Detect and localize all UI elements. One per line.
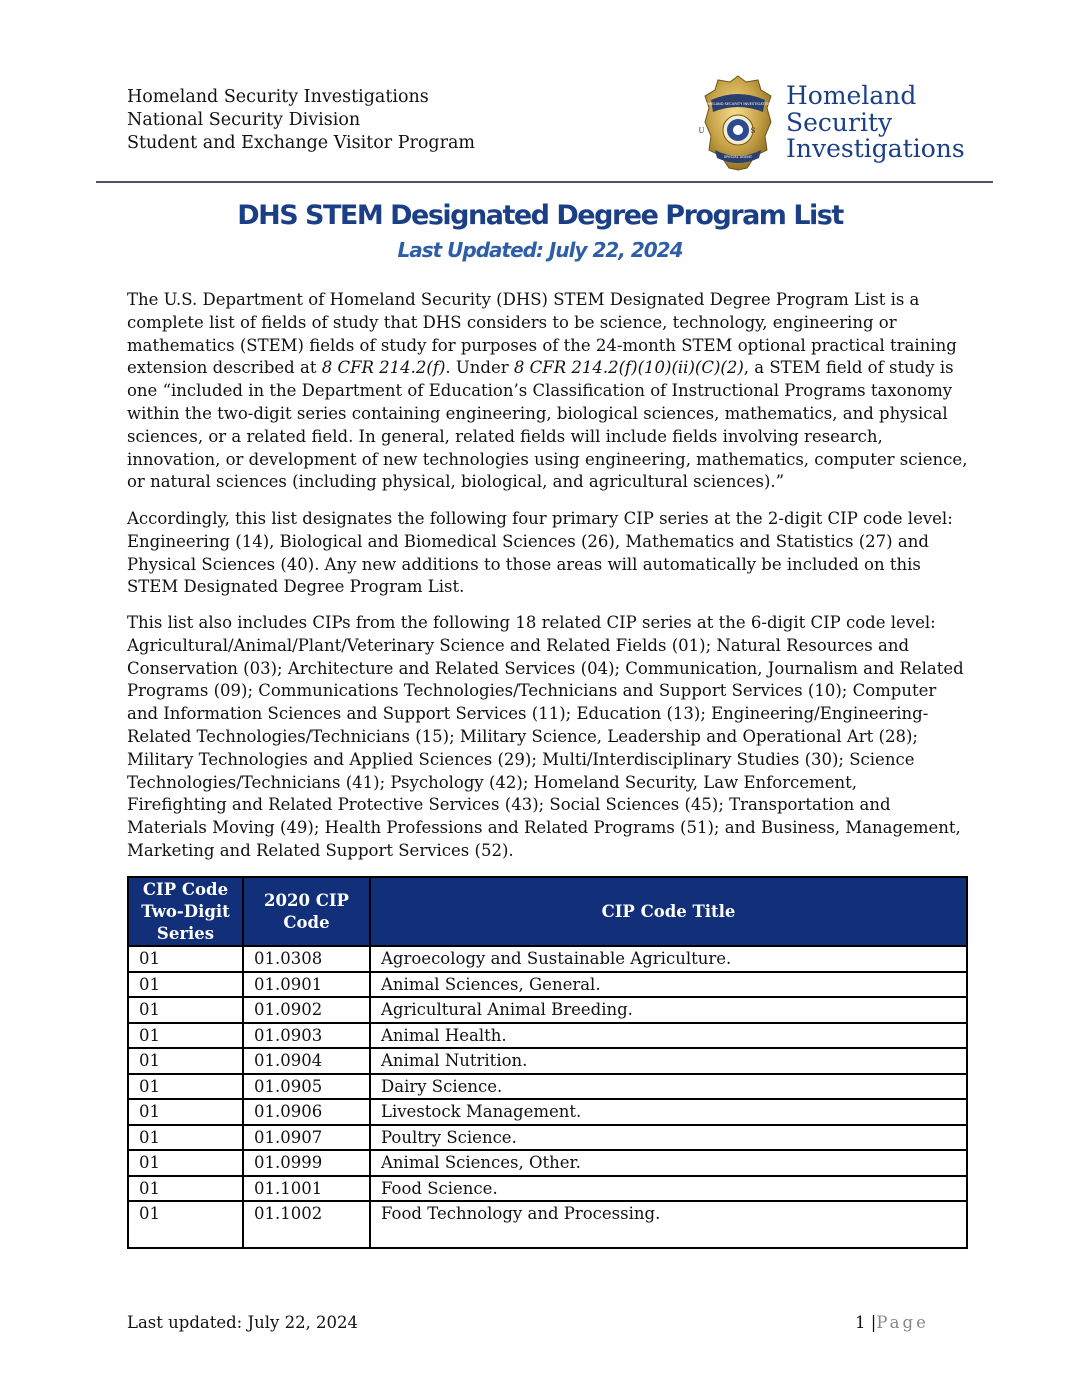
paragraph-line: or natural sciences (including physical, biological, and agricultural sciences).” (127, 472, 785, 492)
series-cell: 01 (128, 972, 243, 998)
series-cell: 01 (128, 1201, 243, 1248)
series-cell: 01 (128, 1074, 243, 1100)
title-cell: Livestock Management. (370, 1099, 967, 1125)
table-row (128, 1099, 967, 1125)
title-cell: Food Technology and Processing. (370, 1201, 967, 1248)
hsi-badge-logo (698, 74, 778, 172)
column-header-series (128, 877, 243, 946)
cfr-citation: 8 CFR 214.2(f) (321, 358, 446, 378)
header-text-line: Code (283, 912, 330, 932)
series-cell: 01 (128, 1125, 243, 1151)
text-run: . Under (445, 358, 514, 378)
paragraph-line: Firefighting and Related Protective Services (43); Social Sciences (45); Transportation and (127, 795, 891, 815)
paragraph-line: Marketing and Related Support Services (52). (127, 840, 514, 860)
paragraph-line: Military Technologies and Applied Sciences (29); Multi/Interdisciplinary Studies (30); Science (127, 749, 915, 769)
page-number: 1 (855, 1313, 866, 1332)
text-run: , a STEM field of study is (743, 358, 954, 378)
paragraph-line: mathematics (STEM) fields of study for purposes of the 24-month STEM optional practical training (127, 335, 957, 355)
header-text-line: CIP Code Title (601, 901, 736, 921)
paragraph-line: and Information Sciences and Support Services (11); Education (13); Engineering/Engineering- (127, 704, 929, 724)
title-cell: Agroecology and Sustainable Agriculture. (370, 946, 967, 972)
paragraph-line: Physical Sciences (40). Any new additions to those areas will automatically be included on this (127, 554, 921, 574)
table-row (128, 1023, 967, 1049)
header-text-line: CIP Code (142, 879, 229, 899)
title-cell: Food Science. (370, 1176, 967, 1202)
cip-code-cell: 01.0907 (243, 1125, 370, 1151)
page-separator: | (870, 1313, 877, 1332)
primary-series-paragraph (127, 508, 967, 599)
cip-code-cell: 01.1001 (243, 1176, 370, 1202)
page-word: Page (876, 1313, 929, 1332)
intro-paragraph (127, 289, 967, 494)
title-cell: Agricultural Animal Breeding. (370, 997, 967, 1023)
paragraph-line-with-citations (127, 357, 967, 380)
hsi-logo-text (786, 83, 965, 163)
header-line: Homeland Security Investigations (127, 87, 429, 107)
table-row (128, 1176, 967, 1202)
page-subtitle: Last Updated: July 22, 2024 (397, 238, 683, 262)
table-header-row (128, 877, 967, 946)
paragraph-line: Technologies/Technicians (41); Psychology (42); Homeland Security, Law Enforcement, (127, 772, 857, 792)
title-cell: Animal Nutrition. (370, 1048, 967, 1074)
title-cell: Animal Sciences, Other. (370, 1150, 967, 1176)
header-org-block (127, 86, 475, 155)
header-text-line: Series (156, 923, 215, 943)
table-row (128, 1125, 967, 1151)
paragraph-line: Accordingly, this list designates the following four primary CIP series at the 2-digit CIP code level: (127, 509, 953, 528)
cip-code-cell: 01.0905 (243, 1074, 370, 1100)
title-cell: Dairy Science. (370, 1074, 967, 1100)
text-run: extension described at (127, 358, 322, 378)
table-row (128, 997, 967, 1023)
logo-text-line: Homeland (786, 81, 917, 110)
paragraph-line: sciences, or a related field. In general, related fields will include fields involving research, (127, 426, 883, 446)
cip-code-cell: 01.0999 (243, 1150, 370, 1176)
header-text-line: Two-Digit (141, 901, 230, 921)
title-cell: Animal Sciences, General. (370, 972, 967, 998)
paragraph-line: The U.S. Department of Homeland Security (DHS) STEM Designated Degree Program List is a (127, 290, 920, 309)
paragraph-line: Engineering (14), Biological and Biomedical Sciences (26), Mathematics and Statistics (27) and (127, 531, 929, 551)
cip-code-cell: 01.0904 (243, 1048, 370, 1074)
header-text-line: 2020 CIP (264, 890, 349, 910)
paragraph-line: complete list of fields of study that DHS considers to be science, technology, engineering or (127, 312, 897, 332)
series-cell: 01 (128, 1099, 243, 1125)
paragraph-line: Programs (09); Communications Technologies/Technicians and Support Services (10); Computer (127, 681, 937, 701)
title-cell: Animal Health. (370, 1023, 967, 1049)
column-header-title (370, 877, 967, 946)
paragraph-line: Agricultural/Animal/Plant/Veterinary Science and Related Fields (01); Natural Resources and (127, 635, 910, 655)
cip-code-cell: 01.0902 (243, 997, 370, 1023)
badge-bottom-text: SPECIAL AGENT (723, 155, 753, 159)
cip-code-cell: 01.0901 (243, 972, 370, 998)
footer-last-updated: Last updated: July 22, 2024 (127, 1313, 359, 1332)
table-row (128, 1201, 967, 1248)
series-cell: 01 (128, 1048, 243, 1074)
header-line: Student and Exchange Visitor Program (127, 133, 476, 153)
table-row (128, 972, 967, 998)
header-line: National Security Division (127, 110, 361, 130)
badge-us-text: U S (698, 127, 778, 135)
series-cell: 01 (128, 1023, 243, 1049)
paragraph-line: Materials Moving (49); Health Professions and Related Programs (51); and Business, Management, (127, 818, 961, 838)
table-row (128, 946, 967, 972)
paragraph-line: This list also includes CIPs from the following 18 related CIP series at the 6-digit CIP code level: (127, 613, 936, 632)
cip-code-cell: 01.0903 (243, 1023, 370, 1049)
paragraph-line: Conservation (03); Architecture and Related Services (04); Communication, Journalism and Related (127, 658, 964, 678)
badge-top-text: HOMELAND SECURITY INVESTIGATIONS (702, 102, 774, 106)
series-cell: 01 (128, 1176, 243, 1202)
table-row (128, 1048, 967, 1074)
cip-code-cell: 01.0906 (243, 1099, 370, 1125)
related-series-paragraph (127, 612, 967, 863)
footer-page-indicator (855, 1313, 929, 1332)
logo-text-line: Investigations (786, 134, 965, 163)
cip-code-cell: 01.1002 (243, 1201, 370, 1248)
paragraph-line: one “included in the Department of Education’s Classification of Instructional Programs taxonomy (127, 381, 953, 401)
paragraph-line: within the two-digit series containing engineering, biological sciences, mathematics, and physical (127, 403, 948, 423)
cfr-citation: 8 CFR 214.2(f)(10)(ii)(C)(2) (513, 358, 744, 378)
logo-text-line: Security (786, 107, 893, 137)
header-divider (96, 181, 993, 183)
paragraph-line: innovation, or development of new technologies using engineering, mathematics, computer science, (127, 449, 968, 469)
cip-code-table (127, 876, 968, 1249)
paragraph-line: STEM Designated Degree Program List. (127, 577, 465, 597)
page-title: DHS STEM Designated Degree Program List (237, 200, 843, 231)
paragraph-line: Related Technologies/Technicians (15); Military Science, Leadership and Operational Art (28); (127, 726, 918, 746)
series-cell: 01 (128, 997, 243, 1023)
cip-code-cell: 01.0308 (243, 946, 370, 972)
column-header-cip-code (243, 877, 370, 946)
table-row (128, 1074, 967, 1100)
title-cell: Poultry Science. (370, 1125, 967, 1151)
table-row (128, 1150, 967, 1176)
series-cell: 01 (128, 946, 243, 972)
series-cell: 01 (128, 1150, 243, 1176)
